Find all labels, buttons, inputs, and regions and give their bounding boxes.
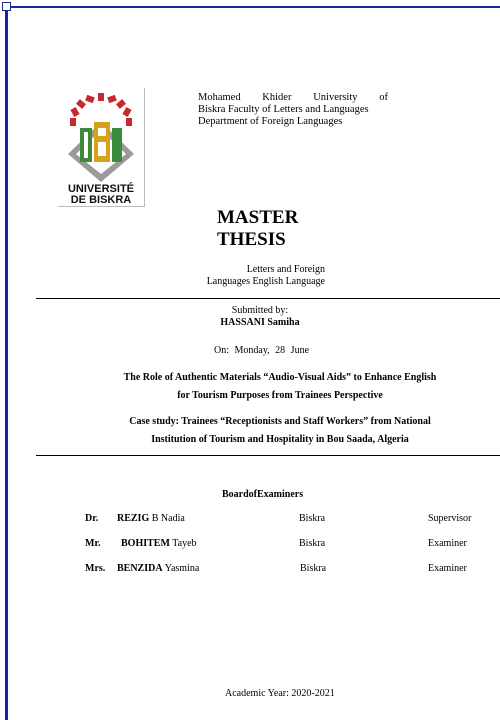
case-study-line1: Case study: Trainees “Receptionists and Staff Workers” from National <box>129 416 431 427</box>
case-study-line2: Institution of Tourism and Hospitality in Bou Saada, Algeria <box>151 434 409 445</box>
divider-top <box>36 298 500 299</box>
examiner-given-name: Tayeb <box>172 538 197 549</box>
university-line1: Mohamed Khider University of <box>198 92 388 103</box>
thesis-title-line2: for Tourism Purposes from Trainees Perspective <box>177 390 383 401</box>
examiner-role: Examiner <box>428 538 467 549</box>
field-of-study <box>195 264 325 288</box>
document-title <box>217 207 298 251</box>
academic-year: Academic Year: 2020-2021 <box>225 688 335 699</box>
examiner-given-name: B Nadia <box>151 513 185 524</box>
field-line1: Letters and Foreign <box>246 264 325 275</box>
examiner-name <box>117 563 199 574</box>
divider-bottom <box>36 455 500 456</box>
page-border-top <box>5 6 500 8</box>
examiner-place: Biskra <box>299 538 326 549</box>
logo-text <box>58 184 144 206</box>
submission-date: On: Monday, 28 June <box>214 345 310 356</box>
field-line2: Languages English Language <box>206 276 325 287</box>
examiner-surname: REZIG <box>117 513 150 524</box>
university-line3: Department of Foreign Languages <box>198 116 343 127</box>
examiner-role: Supervisor <box>428 513 472 524</box>
examiner-given-name: Yasmina <box>164 563 200 574</box>
examiner-place: Biskra <box>299 513 326 524</box>
thesis-title <box>100 369 460 405</box>
title-line2: THESIS <box>217 229 286 250</box>
page-border-corner <box>2 2 11 11</box>
examiner-name <box>121 538 197 549</box>
examiner-role: Examiner <box>428 563 467 574</box>
university-emblem-icon <box>64 92 138 182</box>
page-border-left <box>5 8 8 720</box>
university-logo <box>58 88 145 207</box>
author-name: HASSANI Samiha <box>220 317 300 328</box>
board-heading: BoardofExaminers <box>222 489 304 500</box>
logo-text-line1: UNIVERSITÉ <box>67 183 134 195</box>
title-line1: MASTER <box>217 207 299 228</box>
examiner-title: Mr. <box>85 538 101 549</box>
examiner-name <box>117 513 185 524</box>
examiner-title: Dr. <box>85 513 99 524</box>
university-line2: Biskra Faculty of Letters and Languages <box>198 104 369 115</box>
thesis-title-line1: The Role of Authentic Materials “Audio-Visual Aids” to Enhance English <box>123 372 437 383</box>
examiner-title: Mrs. <box>85 563 106 574</box>
examiner-surname: BOHITEM <box>121 538 170 549</box>
examiner-surname: BENZIDA <box>117 563 163 574</box>
case-study <box>100 413 460 449</box>
submitted-label: Submitted by: <box>231 305 289 316</box>
university-header <box>198 92 388 128</box>
examiner-place: Biskra <box>300 563 327 574</box>
logo-text-line2: DE BISKRA <box>70 194 132 206</box>
